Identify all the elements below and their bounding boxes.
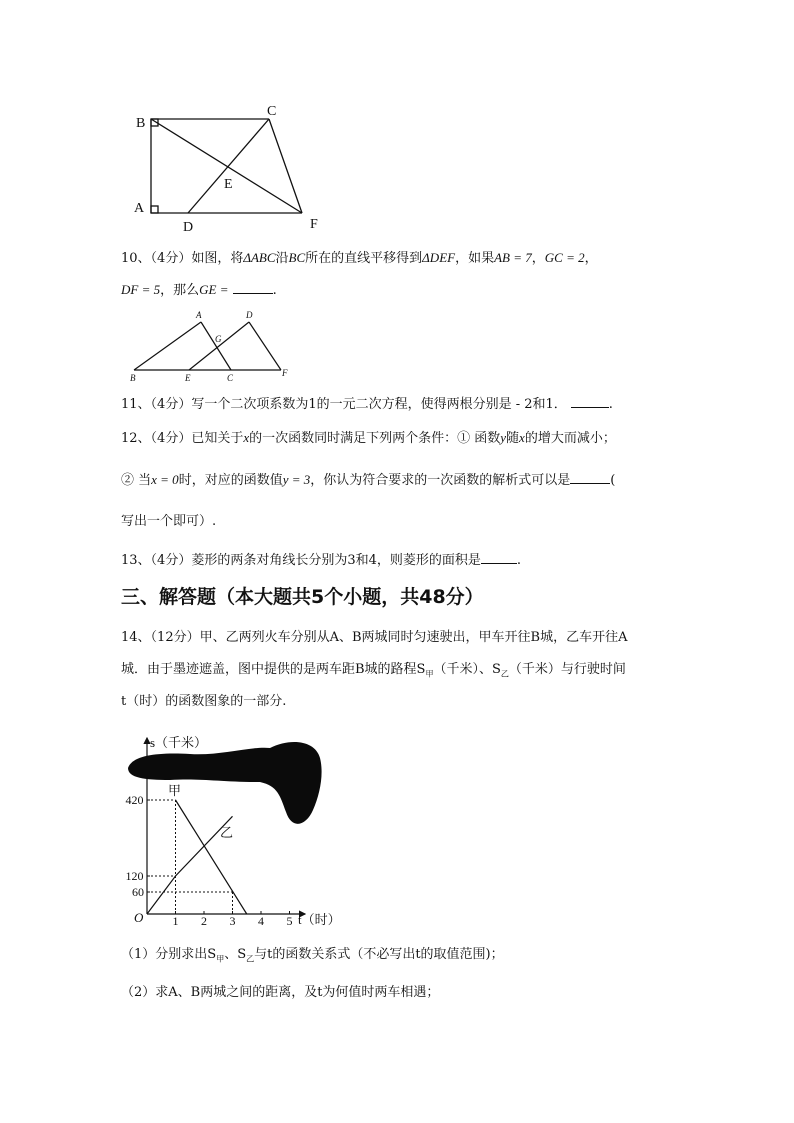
question-13 bbox=[121, 551, 521, 570]
label-a: A bbox=[134, 201, 145, 216]
q12-var-x: x bbox=[243, 430, 250, 445]
series-line-jia bbox=[176, 800, 247, 914]
question-12-line3 bbox=[121, 513, 216, 531]
q10-separator: ， bbox=[584, 251, 598, 266]
question-14-line2 bbox=[121, 661, 626, 684]
q12-x-equals-0: x = 0 bbox=[151, 472, 179, 487]
x-tick-label: 3 bbox=[229, 914, 236, 928]
figure-q9 bbox=[128, 100, 338, 235]
q12-text: ② 当 bbox=[121, 473, 152, 488]
q14-subscript: 乙 bbox=[246, 954, 255, 964]
q14-part1-text: 、S bbox=[224, 947, 247, 962]
q12-text: 写出一个即可）. bbox=[121, 514, 217, 529]
y-tick-label: 420 bbox=[125, 793, 144, 807]
q14-part1-text: （1）分别求出S bbox=[121, 947, 217, 962]
q14-text: （千米）、S bbox=[433, 662, 501, 677]
question-11 bbox=[121, 395, 613, 414]
segment-bf bbox=[151, 119, 302, 213]
q10-ab-value: AB = 7 bbox=[494, 250, 532, 265]
q14-part2-text: （2）求A、B两城之间的距离，及t为何值时两车相遇； bbox=[121, 985, 440, 1000]
origin-label: O bbox=[134, 910, 144, 925]
q10-df-value: DF = 5 bbox=[121, 282, 161, 297]
x-tick-label: 5 bbox=[286, 914, 293, 928]
y-tick-label: 60 bbox=[132, 885, 144, 899]
q10-triangle-def: ΔDEF bbox=[422, 250, 456, 265]
label-d: D bbox=[246, 310, 253, 320]
q12-var-x: x bbox=[519, 430, 525, 445]
segment-dc bbox=[188, 119, 269, 213]
label-e: E bbox=[224, 177, 233, 192]
label-c: C bbox=[227, 373, 234, 383]
label-f: F bbox=[310, 217, 318, 232]
q12-text: 12、（4分）已知关于 bbox=[121, 431, 244, 446]
question-14-line1 bbox=[121, 629, 627, 647]
q14-part1-text: 与t的函数关系式（不必写出t的取值范围)； bbox=[254, 947, 504, 962]
q12-text: 时，对应的函数值 bbox=[178, 473, 283, 488]
series-label-yi: 乙 bbox=[220, 825, 234, 840]
q14-text: （千米）与行驶时间 bbox=[508, 662, 626, 677]
q10-text: 所在的直线平移得到 bbox=[305, 251, 423, 266]
q10-text: ，那么 bbox=[160, 283, 200, 298]
label-b: B bbox=[130, 373, 136, 383]
segment-ed bbox=[189, 322, 249, 370]
question-14-part2 bbox=[121, 984, 439, 1002]
label-b: B bbox=[136, 116, 146, 131]
q12-text: ( bbox=[610, 473, 616, 488]
q12-text: 的一次函数同时满足下列两个条件：① 函数 bbox=[249, 431, 501, 446]
q10-ge-label: GE = bbox=[199, 282, 229, 297]
q12-text: 的增大而减小； bbox=[524, 431, 616, 446]
y-tick-label: 120 bbox=[125, 869, 144, 883]
question-14-part1 bbox=[121, 946, 504, 969]
segment-df bbox=[249, 322, 281, 370]
label-d: D bbox=[183, 220, 194, 235]
q10-triangle-abc: ΔABC bbox=[243, 250, 276, 265]
function-graph-q14 bbox=[110, 730, 360, 930]
q12-answer-blank[interactable] bbox=[570, 471, 610, 484]
x-tick-label: 2 bbox=[201, 914, 207, 928]
q10-prefix: 10、（4分）如图，将 bbox=[121, 251, 244, 266]
figure-q10 bbox=[125, 306, 295, 386]
q10-text: 沿 bbox=[275, 251, 289, 266]
q10-suffix: . bbox=[272, 283, 277, 298]
q12-y-equals-3: y = 3 bbox=[282, 472, 311, 487]
q11-suffix: . bbox=[608, 397, 613, 412]
q11-text: 11、（4分）写一个二次项系数为1的一元二次方程，使得两根分别是 - 2和1． bbox=[121, 397, 567, 412]
q10-separator: ， bbox=[531, 251, 545, 266]
q10-segment-bc: BC bbox=[288, 250, 306, 265]
right-angle-a bbox=[151, 206, 158, 213]
q14-subscript: 甲 bbox=[425, 669, 434, 679]
question-12-line2 bbox=[121, 471, 615, 490]
series-label-jia: 甲 bbox=[168, 783, 182, 798]
q13-text: 13、（4分）菱形的两条对角线长分别为3和4，则菱形的面积是 bbox=[121, 553, 481, 568]
q12-text: ，你认为符合要求的一次函数的解析式可以是 bbox=[310, 473, 571, 488]
label-c: C bbox=[267, 104, 277, 119]
q14-text: t（时）的函数图象的一部分. bbox=[121, 694, 287, 709]
label-a: A bbox=[196, 310, 202, 320]
ink-blot bbox=[125, 742, 322, 824]
question-14-line3 bbox=[121, 693, 286, 711]
x-tick-label: 1 bbox=[172, 914, 179, 928]
q13-suffix: . bbox=[516, 553, 521, 568]
q13-answer-blank[interactable] bbox=[481, 551, 517, 564]
label-g: G bbox=[215, 334, 222, 344]
q14-subscript: 甲 bbox=[216, 954, 225, 964]
section-heading: 三、解答题（本大题共5个小题，共48分） bbox=[121, 586, 484, 608]
y-axis-label: s（千米） bbox=[150, 735, 208, 750]
q12-text: 随 bbox=[506, 431, 520, 446]
label-f: F bbox=[282, 368, 288, 378]
q11-answer-blank[interactable] bbox=[571, 395, 609, 408]
question-10-line1 bbox=[121, 249, 598, 268]
q10-gc-value: GC = 2 bbox=[544, 250, 585, 265]
question-10-line2 bbox=[121, 281, 277, 300]
x-axis-label: t（时） bbox=[298, 912, 341, 927]
q10-text: ，如果 bbox=[455, 251, 495, 266]
q10-answer-blank[interactable] bbox=[233, 281, 273, 294]
segment-ba bbox=[134, 322, 201, 370]
q14-subscript: 乙 bbox=[500, 669, 509, 679]
q14-text: 城．由于墨迹遮盖，图中提供的是两车距B城的路程S bbox=[121, 662, 426, 677]
x-tick-label: 4 bbox=[258, 914, 264, 928]
q14-text: 14、（12分）甲、乙两列火车分别从A、B两城同时匀速驶出，甲车开往B城，乙车开往A bbox=[121, 630, 628, 645]
segment-ac bbox=[201, 322, 231, 370]
q12-var-y: y bbox=[500, 430, 507, 445]
segment-cf bbox=[269, 119, 302, 213]
question-12-line1 bbox=[121, 429, 616, 448]
label-e: E bbox=[185, 373, 191, 383]
